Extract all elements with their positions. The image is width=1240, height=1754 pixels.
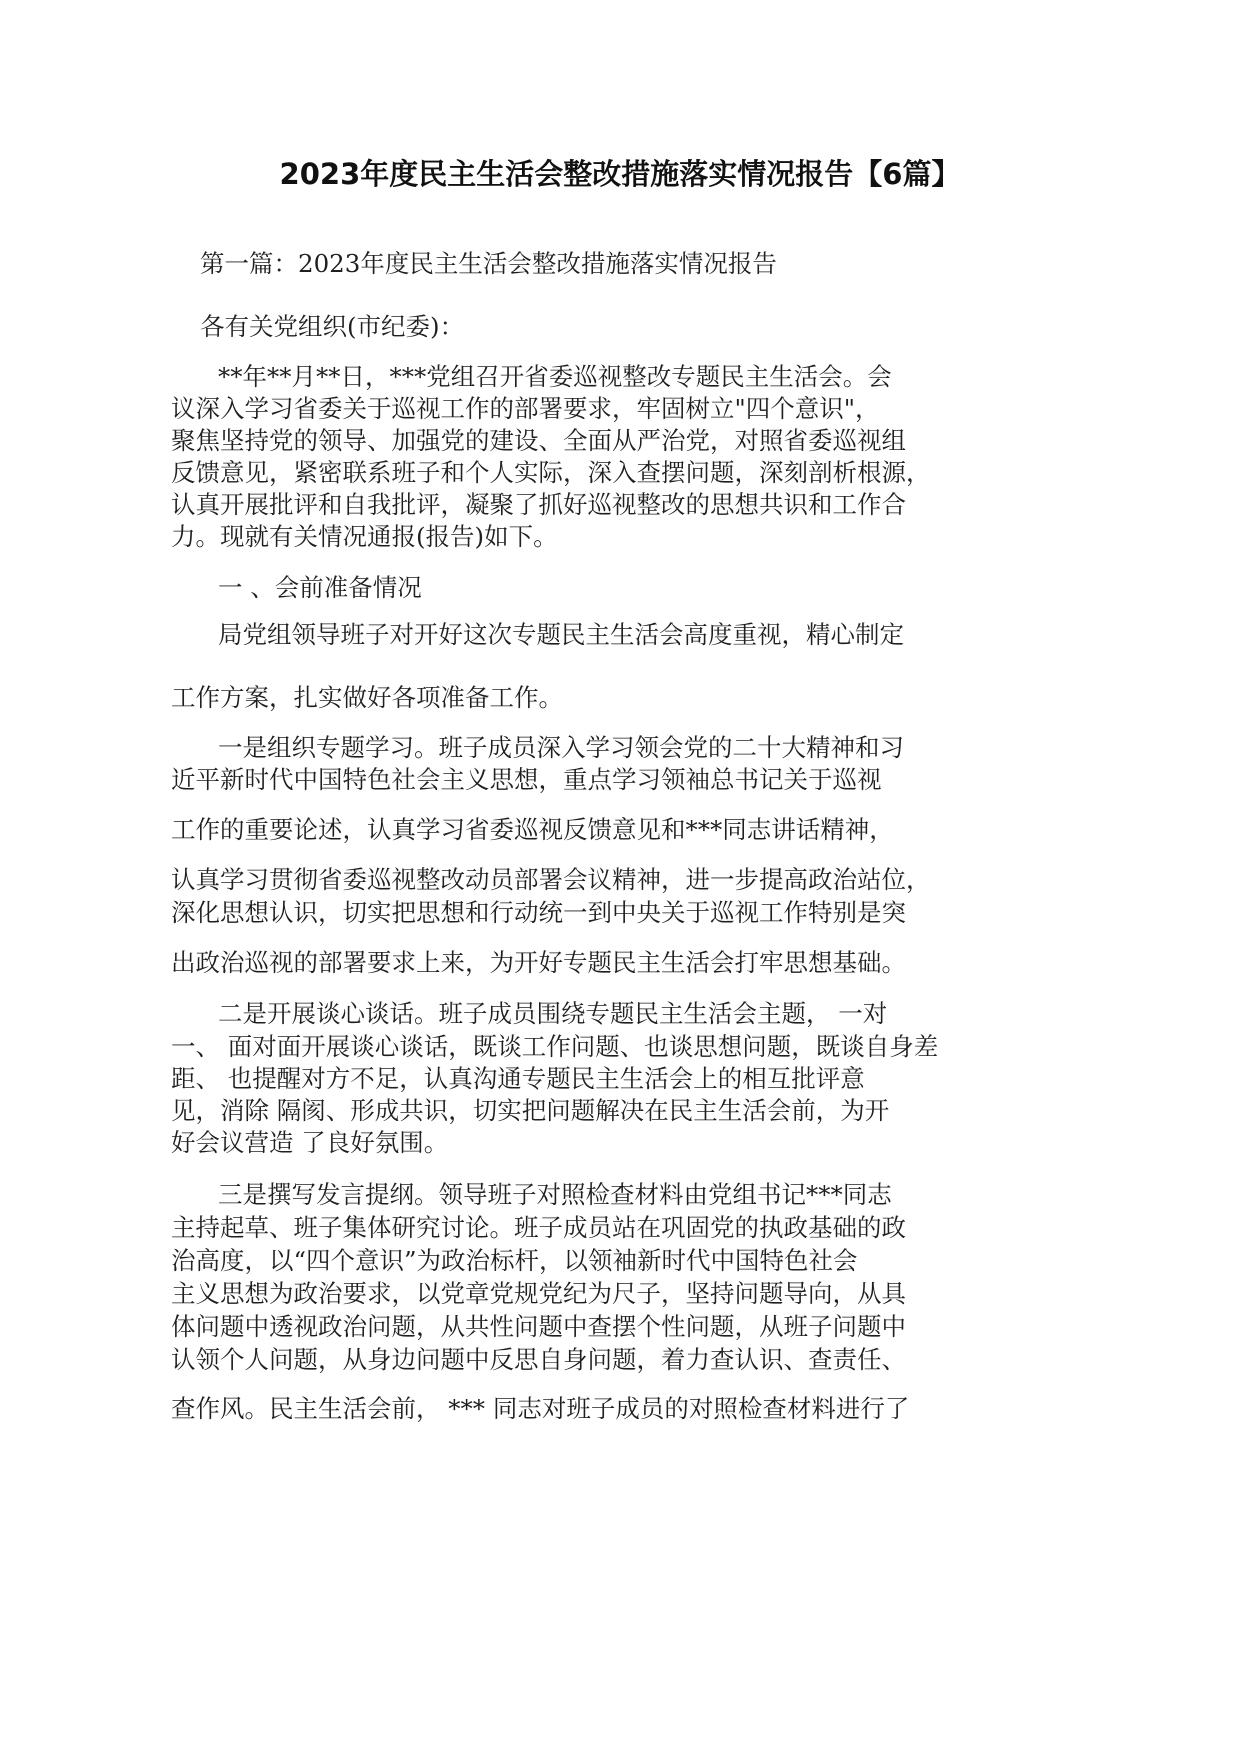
paragraph-line: 聚焦坚持党的领导、加强党的建设、全面从严治党，对照省委巡视组 xyxy=(171,426,906,455)
paragraph-line: 出政治巡视的部署要求上来，为开好专题民主生活会打牢思想基础。 xyxy=(171,948,906,977)
document-title: 2023年度民主生活会整改措施落实情况报告【6篇】 xyxy=(279,157,961,191)
paragraph-line: 二是开展谈心谈话。班子成员围绕专题民主生活会主题， 一对 xyxy=(218,999,888,1028)
paragraph-line: 议深入学习省委关于巡视工作的部署要求，牢固树立"四个意识"， xyxy=(171,394,880,423)
paragraph-line: 好会议营造 了良好氛围。 xyxy=(171,1128,449,1157)
paragraph-line: 深化思想认识，切实把思想和行动统一到中央关于巡视工作特别是突 xyxy=(171,898,906,927)
subheading: 一 、会前准备情况 xyxy=(218,573,422,602)
paragraph-line: 主义思想为政治要求，以党章党规党纪为尺子，坚持问题导向，从具 xyxy=(171,1279,906,1308)
paragraph-line: 工作方案，扎实做好各项准备工作。 xyxy=(171,683,563,712)
paragraph-line: 距、 也提醒对方不足，认真沟通专题民主生活会上的相互批评意 xyxy=(171,1064,865,1093)
paragraph-line: 见，消除 隔阂、形成共识，切实把问题解决在民主生活会前，为开 xyxy=(171,1096,890,1125)
paragraph-line: 一、 面对面开展谈心谈话，既谈工作问题、也谈思想问题，既谈自身差 xyxy=(171,1032,939,1061)
paragraph-line: **年**月**日，***党组召开省委巡视整改专题民主生活会。会 xyxy=(218,362,892,391)
salutation: 各有关党组织(市纪委)： xyxy=(200,312,465,341)
paragraph-line: 治高度，以“四个意识”为政治标杆，以领袖新时代中国特色社会 xyxy=(171,1246,858,1275)
paragraph-line: 反馈意见，紧密联系班子和个人实际，深入查摆问题，深刻剖析根源， xyxy=(171,458,931,487)
paragraph-line: 三是撰写发言提纲。领导班子对照检查材料由党组书记***同志 xyxy=(218,1180,892,1209)
paragraph-line: 近平新时代中国特色社会主义思想，重点学习领袖总书记关于巡视 xyxy=(171,765,882,794)
paragraph-line: 体问题中透视政治问题，从共性问题中查摆个性问题，从班子问题中 xyxy=(171,1312,906,1341)
paragraph-line: 局党组领导班子对开好这次专题民主生活会高度重视，精心制定 xyxy=(218,620,904,649)
paragraph-line: 查作风。民主生活会前， *** 同志对班子成员的对照检查材料进行了 xyxy=(171,1394,910,1423)
paragraph-line: 认真学习贯彻省委巡视整改动员部署会议精神，进一步提高政治站位， xyxy=(171,865,931,894)
paragraph-line: 力。现就有关情况通报(报告)如下。 xyxy=(171,522,558,551)
paragraph-line: 一是组织专题学习。班子成员深入学习领会党的二十大精神和习 xyxy=(218,733,904,762)
section-heading: 第一篇：2023年度民主生活会整改措施落实情况报告 xyxy=(200,249,777,278)
paragraph-line: 认真开展批评和自我批评，凝聚了抓好巡视整改的思想共识和工作合 xyxy=(171,490,906,519)
paragraph-line: 主持起草、班子集体研究讨论。班子成员站在巩固党的执政基础的政 xyxy=(171,1213,906,1242)
paragraph-line: 工作的重要论述，认真学习省委巡视反馈意见和***同志讲话精神， xyxy=(171,815,894,844)
paragraph-line: 认领个人问题，从身边问题中反思自身问题，着力查认识、查责任、 xyxy=(171,1345,906,1374)
